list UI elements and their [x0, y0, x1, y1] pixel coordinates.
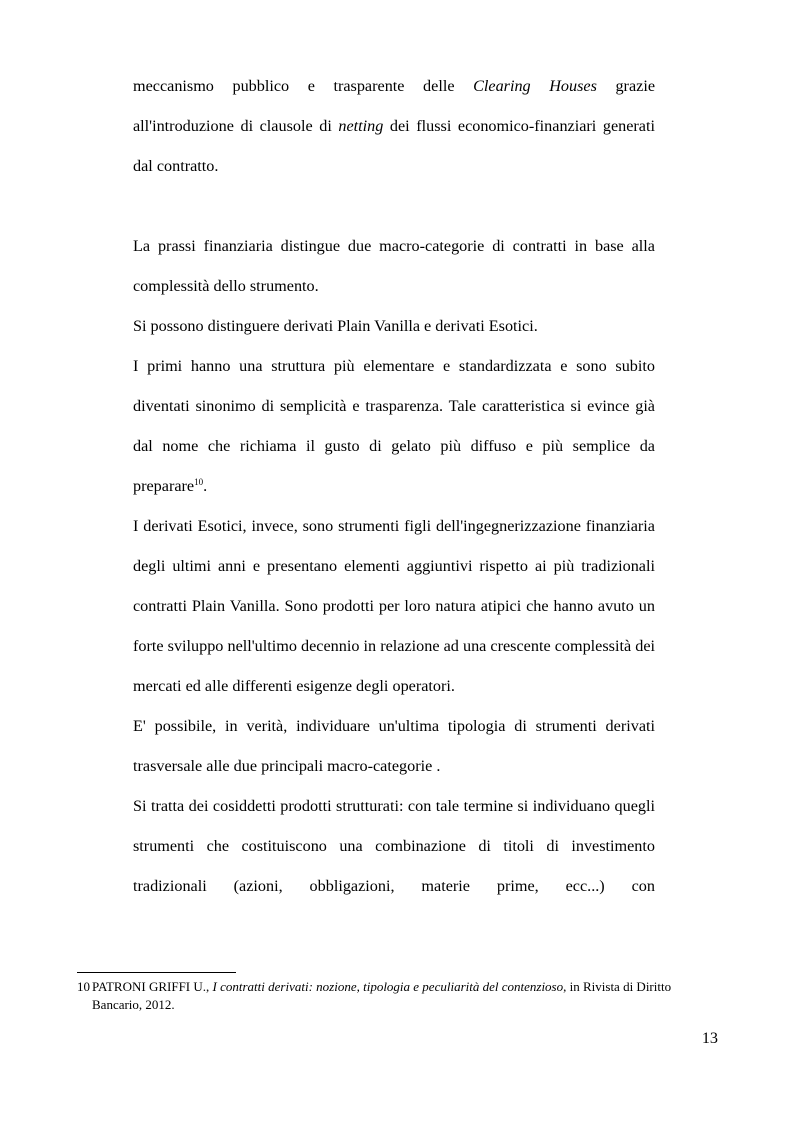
footnote-number: 10 — [77, 979, 90, 994]
paragraph-macro-categories: La prassi finanziaria distingue due macro-categorie di contratti in base alla complessità dello strumento. — [133, 237, 655, 295]
footnote — [77, 978, 717, 1014]
paragraph-clearing-houses: meccanismo pubblico e trasparente delle Clearing Houses grazie all'introduzione di clausole di netting dei flussi economico-finanziari generati dal contratto. — [133, 77, 656, 175]
footnote-line-2: Bancario, 2012. — [92, 997, 175, 1012]
page-number: 13 — [701, 1029, 718, 1047]
term-clearing-houses: Clearing Houses — [473, 77, 597, 95]
paragraph-esotici: I derivati Esotici, invece, sono strumenti figli dell'ingegnerizzazione finanziaria degli ultimi anni e presentano elementi aggiuntivi rispetto ai più tradizionali contratti Plain Vanilla. Sono prodotti per loro natura atipici che hanno avuto un forte sviluppo nell'ultimo decennio in relazione ad una crescente complessità dei mercati ed alle differenti esigenze degli operatori. — [133, 517, 655, 695]
footnote-reference[interactable]: 10 — [194, 477, 204, 487]
term-netting: netting — [338, 117, 384, 135]
footnote-separator — [77, 972, 236, 973]
footnote-line-1: 10 PATRONI GRIFFI U., I contratti derivati: nozione, tipologia e peculiarità del contenzioso, in Rivista di Diritto — [77, 979, 672, 994]
footnote-title: I contratti derivati: nozione, tipologia e peculiarità del contenzioso — [212, 979, 564, 994]
paragraph-plain-vanilla: I primi hanno una struttura più elementare e standardizzata e sono subito diventati sinonimo di semplicità e trasparenza. Tale caratteristica si evince già dal nome che richiama il gusto di gelato più diffuso e più semplice da preparare$^{10}$. — [133, 357, 655, 495]
paragraph-plain-vanilla-esotici: Si possono distinguere derivati Plain Vanilla e derivati Esotici. — [133, 317, 538, 335]
paragraph-prodotti-strutturati: Si tratta dei cosiddetti prodotti strutturati: con tale termine si individuano quegli strumenti che costituiscono una combinazione di titoli di investimento tradizionali (azioni, obbligazioni, materie prime, ecc...) con — [133, 797, 655, 895]
paragraph-ultima-tipologia: E' possibile, in verità, individuare un'ultima tipologia di strumenti derivati trasversale alle due principali macro-categorie . — [133, 717, 655, 775]
body-text — [133, 66, 655, 906]
paragraph-gap — [133, 186, 655, 226]
